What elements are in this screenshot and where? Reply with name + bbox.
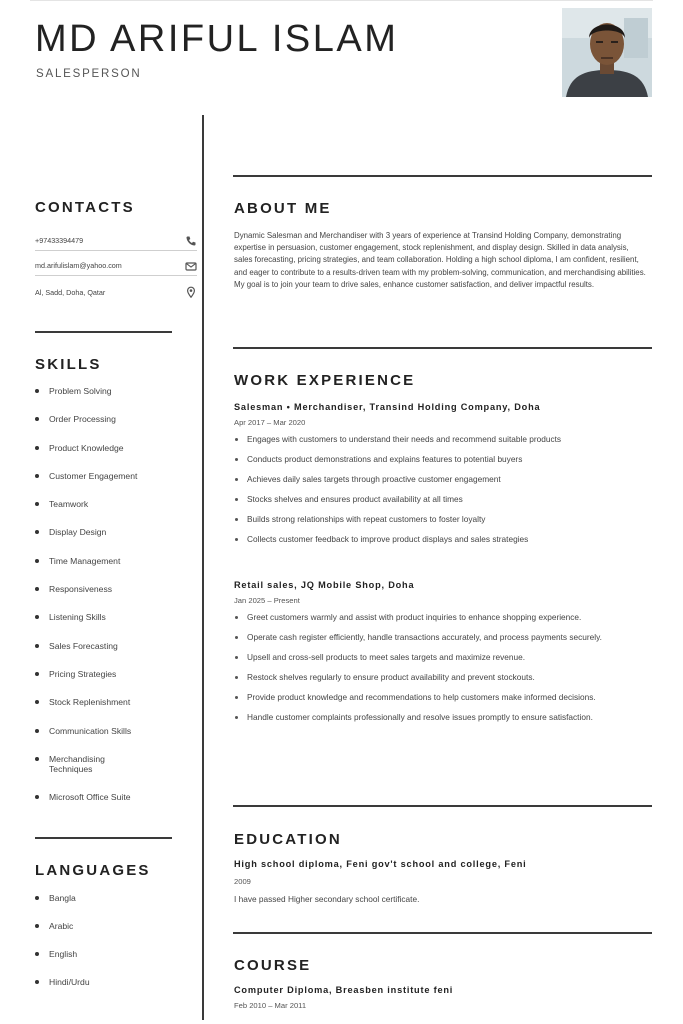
list-item: Stocks shelves and ensures product availability at all times — [234, 494, 649, 505]
job-dates: Apr 2017 – Mar 2020 — [234, 418, 306, 427]
location-pin-icon — [185, 286, 197, 298]
about-heading: ABOUT ME — [234, 200, 332, 217]
list-item: Upsell and cross-sell products to meet sales targets and maximize revenue. — [234, 652, 649, 663]
list-item: Bangla — [35, 893, 185, 903]
course-title: Computer Diploma, Breasben institute feni — [234, 985, 454, 995]
list-item: Builds strong relationships with repeat customers to foster loyalty — [234, 514, 649, 525]
list-item: Arabic — [35, 921, 185, 931]
contact-email — [35, 256, 197, 276]
candidate-name: MD ARIFUL ISLAM — [35, 18, 399, 60]
education-text: I have passed Higher secondary school certificate. — [234, 894, 420, 904]
job-title: Retail sales, JQ Mobile Shop, Doha — [234, 580, 415, 590]
about-divider — [233, 175, 652, 177]
list-item: Product Knowledge — [35, 443, 185, 453]
list-item: Operate cash register efficiently, handle transactions accurately, and process payments securely. — [234, 632, 649, 643]
job-duties — [234, 612, 649, 732]
contact-phone — [35, 231, 197, 251]
column-divider — [202, 115, 204, 1020]
list-item: Engages with customers to understand their needs and recommend suitable products — [234, 434, 649, 445]
course-heading: COURSE — [234, 957, 312, 974]
work-heading: WORK EXPERIENCE — [234, 372, 416, 389]
list-item: Responsiveness — [35, 584, 185, 594]
job-title: Salesman • Merchandiser, Transind Holding Company, Doha — [234, 402, 541, 412]
list-item: English — [35, 949, 185, 959]
list-item: Collects customer feedback to improve product displays and sales strategies — [234, 534, 649, 545]
job-duties — [234, 434, 649, 554]
languages-list — [35, 893, 185, 1005]
list-item: Merchandising Techniques — [35, 754, 125, 774]
list-item: Communication Skills — [35, 726, 185, 736]
person-portrait-icon — [562, 8, 652, 97]
address-text: Al, Sadd, Doha, Qatar — [35, 287, 106, 297]
list-item: Provide product knowledge and recommendations to help customers make informed decisions. — [234, 692, 649, 703]
work-divider — [233, 347, 652, 349]
list-item: Stock Replenishment — [35, 697, 185, 707]
list-item: Conducts product demonstrations and explains features to potential buyers — [234, 454, 649, 465]
phone-icon — [185, 235, 197, 247]
list-item: Order Processing — [35, 414, 185, 424]
email-text: md.arifulislam@yahoo.com — [35, 261, 122, 270]
phone-text: +97433394479 — [35, 236, 84, 245]
course-dates: Feb 2010 – Mar 2011 — [234, 1001, 307, 1010]
list-item: Handle customer complaints professionally and resolve issues promptly to ensure satisfaction. — [234, 712, 649, 723]
list-item: Customer Engagement — [35, 471, 185, 481]
profile-photo — [562, 8, 652, 97]
envelope-icon — [185, 260, 197, 272]
education-heading: EDUCATION — [234, 831, 342, 848]
candidate-title: SALESPERSON — [36, 68, 142, 80]
education-title: High school diploma, Feni gov't school and college, Feni — [234, 859, 527, 869]
skills-list — [35, 386, 185, 820]
contacts-heading: CONTACTS — [35, 199, 135, 216]
education-divider — [233, 805, 652, 807]
list-item: Problem Solving — [35, 386, 185, 396]
languages-heading: LANGUAGES — [35, 862, 151, 879]
list-item: Achieves daily sales targets through proactive customer engagement — [234, 474, 649, 485]
list-item: Display Design — [35, 527, 185, 537]
about-text: Dynamic Salesman and Merchandiser with 3 years of experience at Transind Holding Company, demonstrating expertise in persuasion, customer engagement, stock replenishment, and display design. Skilled in data analysis, sales forecasting, pricing strategies, and team collaboration. Holding a high school diploma, I am confident, resilient, and eager to contribute to a results-driven team with my problem-solving, communication, and merchandising abilities. My goal is to join your team to drive sales, enhance customer satisfaction, and deliver impactful results. — [234, 231, 646, 289]
job-dates: Jan 2025 – Present — [234, 596, 300, 605]
list-item: Teamwork — [35, 499, 185, 509]
list-item: Time Management — [35, 556, 185, 566]
education-date: 2009 — [234, 877, 251, 886]
skills-heading: SKILLS — [35, 356, 102, 373]
list-item: Sales Forecasting — [35, 641, 185, 651]
course-divider — [233, 932, 652, 934]
list-item: Pricing Strategies — [35, 669, 185, 679]
contacts-divider — [35, 331, 172, 333]
list-item: Restock shelves regularly to ensure product availability and prevent stockouts. — [234, 672, 649, 683]
list-item: Greet customers warmly and assist with product inquiries to enhance shopping experience. — [234, 612, 649, 623]
skills-divider — [35, 837, 172, 839]
list-item: Listening Skills — [35, 612, 185, 622]
list-item: Hindi/Urdu — [35, 977, 185, 987]
contact-address — [35, 282, 197, 302]
list-item: Microsoft Office Suite — [35, 792, 185, 802]
top-divider — [30, 0, 653, 1]
